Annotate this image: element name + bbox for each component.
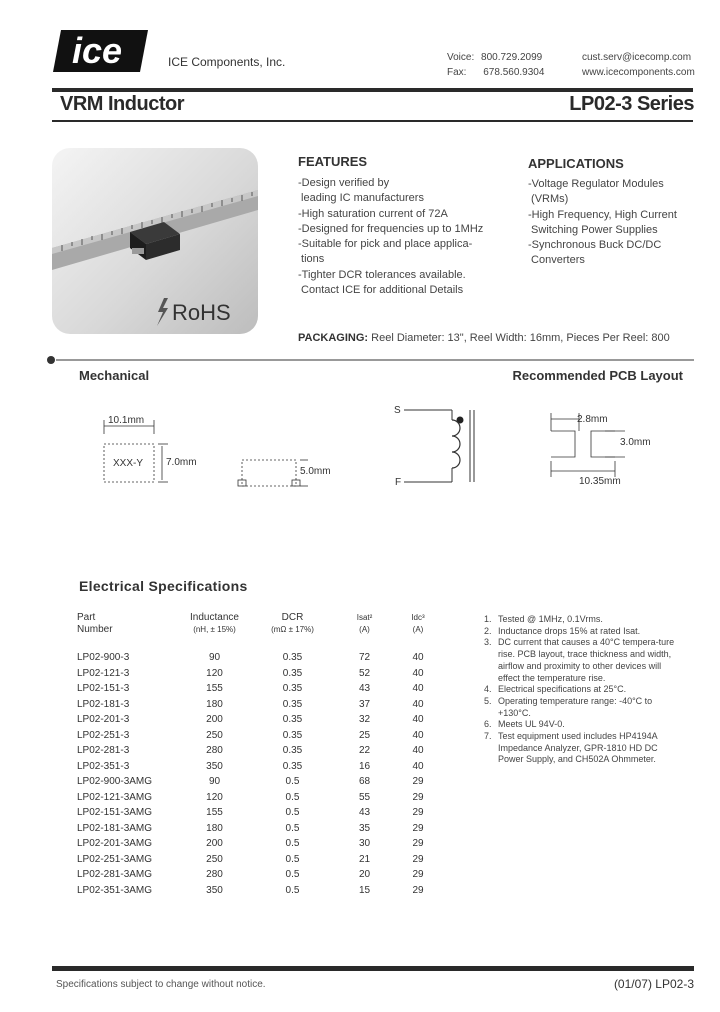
col-dcr-header (254, 612, 331, 650)
contact-web-block (582, 50, 695, 80)
width-dimension: 10.1mm (108, 415, 145, 426)
cell-dcr: 0.5 (285, 791, 300, 803)
applications-item: Converters (528, 254, 585, 267)
note-text: Electrical specifications at 25°C. (498, 684, 627, 695)
note-item (484, 719, 684, 731)
table-row (77, 743, 438, 759)
col-idc-label-1: Idc³ (411, 613, 425, 622)
table-row (77, 728, 438, 744)
pcb-heading: Recommended PCB Layout (512, 368, 683, 383)
part-marking: XXX-Y (113, 458, 144, 469)
series-title: LP02-3 Series (569, 93, 694, 115)
email-link[interactable]: cust.serv@icecomp.com (582, 52, 692, 63)
cell-idc: 29 (412, 822, 424, 834)
cell-dcr: 0.5 (285, 776, 300, 788)
table-row (77, 883, 438, 899)
cell-dcr: 0.35 (282, 760, 303, 772)
cell-isat: 72 (358, 652, 371, 664)
cell-idc: 40 (412, 683, 424, 695)
electrical-heading: Electrical Specifications (79, 578, 248, 594)
features-item: -Tighter DCR tolerances available. (298, 268, 466, 281)
cell-isat: 25 (358, 729, 371, 741)
cell-isat: 15 (358, 884, 371, 896)
applications-item: Switching Power Supplies (528, 223, 658, 236)
col-isat-label-2: (A) (359, 625, 370, 634)
table-row (77, 666, 438, 682)
cell-part: LP02-121-3AMG (77, 791, 153, 803)
packaging-label: PACKAGING: (298, 332, 369, 344)
note-number: 5. (484, 695, 492, 706)
cell-idc: 40 (412, 667, 424, 679)
note-item (484, 637, 684, 684)
note-number: 7. (484, 731, 492, 742)
cell-isat: 32 (358, 714, 371, 726)
product-title: VRM Inductor (60, 93, 184, 115)
pad-span-dimension: 10.35mm (579, 476, 621, 487)
voice-label: Voice: (447, 52, 475, 63)
cell-part: LP02-281-3 (77, 745, 130, 757)
note-number: 3. (484, 637, 492, 648)
applications-item: -High Frequency, High Current (528, 208, 677, 221)
table-header-row (77, 612, 438, 650)
table-row (77, 852, 438, 868)
cell-idc: 40 (412, 714, 424, 726)
cell-idc: 29 (412, 853, 424, 865)
cell-ind: 180 (206, 822, 223, 834)
cell-part: LP02-181-3AMG (77, 822, 153, 834)
col-ind-label-2: (nH, ± 15%) (193, 625, 236, 634)
cell-part: LP02-151-3 (77, 683, 130, 695)
contact-phone-block (447, 50, 544, 80)
features-item: -Design verified by (298, 177, 390, 189)
applications-heading: APPLICATIONS (528, 156, 624, 171)
table-row (77, 836, 438, 852)
cell-ind: 180 (206, 698, 223, 710)
note-text: Operating temperature range: -40°C to +130°C. (498, 695, 653, 718)
cell-part: LP02-351-3 (77, 760, 130, 772)
cell-idc: 40 (412, 652, 424, 664)
table-row (77, 805, 438, 821)
col-part-header (77, 612, 175, 650)
height-dimension: 5.0mm (300, 466, 331, 477)
cell-part: LP02-351-3AMG (77, 884, 153, 896)
col-isat-label-1: Isat² (356, 613, 373, 622)
cell-isat: 52 (358, 667, 371, 679)
cell-part: LP02-281-3AMG (77, 869, 153, 881)
section-divider (46, 352, 694, 362)
cell-dcr: 0.35 (282, 698, 303, 710)
pin-s-label: S (394, 405, 401, 416)
cell-ind: 280 (206, 745, 223, 757)
note-item (484, 626, 684, 638)
note-number: 1. (484, 614, 492, 624)
logo-graphic (53, 26, 148, 76)
table-row (77, 774, 438, 790)
applications-item: (VRMs) (528, 193, 569, 206)
cell-ind: 155 (206, 683, 223, 695)
cell-isat: 22 (358, 745, 371, 757)
note-number: 4. (484, 684, 492, 695)
note-item (484, 614, 684, 626)
pin-f-label: F (395, 477, 402, 488)
cell-ind: 200 (206, 838, 223, 850)
features-item: -Suitable for pick and place applica- (298, 238, 473, 251)
note-number: 2. (484, 625, 492, 636)
cell-dcr: 0.35 (282, 667, 303, 679)
rohs-label: RoHS (172, 300, 231, 325)
table-row (77, 867, 438, 883)
cell-isat: 43 (358, 807, 371, 819)
footer-code: (01/07) LP02-3 (613, 977, 694, 991)
cell-dcr: 0.5 (285, 838, 300, 850)
cell-dcr: 0.5 (285, 822, 300, 834)
cell-ind: 155 (206, 807, 223, 819)
cell-idc: 29 (412, 791, 424, 803)
table-body (77, 650, 438, 898)
fax-label: Fax: (447, 67, 467, 78)
note-text: DC current that causes a 40°C tempera-ture rise. PCB layout, trace thickness and width, airflow and proximity to other devices will effect the temperature rise. (498, 637, 675, 683)
cell-idc: 40 (412, 745, 424, 757)
cell-isat: 43 (358, 683, 371, 695)
cell-part: LP02-251-3 (77, 729, 130, 741)
cell-part: LP02-900-3AMG (77, 776, 153, 788)
cell-isat: 30 (358, 838, 371, 850)
cell-ind: 120 (206, 667, 223, 679)
col-inductance-header (175, 612, 254, 650)
cell-ind: 90 (208, 652, 221, 664)
cell-dcr: 0.5 (285, 869, 300, 881)
table-row (77, 821, 438, 837)
logo-text: ice (71, 30, 123, 71)
table-row (77, 697, 438, 713)
cell-part: LP02-201-3AMG (77, 838, 153, 850)
cell-ind: 350 (206, 760, 223, 772)
col-dcr-label-1: DCR (281, 612, 304, 623)
cell-isat: 55 (358, 791, 371, 803)
cell-dcr: 0.35 (282, 683, 303, 695)
spec-notes (484, 614, 684, 766)
packaging-text: Reel Diameter: 13", Reel Width: 16mm, Pieces Per Reel: 800 (371, 332, 670, 344)
cell-ind: 350 (206, 884, 223, 896)
note-item (484, 696, 684, 719)
cell-dcr: 0.35 (282, 714, 303, 726)
col-part-label-2: Number (77, 624, 113, 635)
features-item: -High saturation current of 72A (298, 207, 448, 220)
applications-item: -Synchronous Buck DC/DC (528, 239, 662, 252)
cell-ind: 250 (206, 853, 223, 865)
cell-part: LP02-251-3AMG (77, 853, 153, 865)
packaging-line (298, 332, 670, 344)
note-text: Inductance drops 15% at rated Isat. (498, 625, 641, 636)
ice-logo (53, 26, 148, 76)
cell-idc: 29 (412, 807, 424, 819)
cell-ind: 200 (206, 714, 223, 726)
cell-isat: 68 (358, 776, 371, 788)
cell-part: LP02-900-3 (77, 652, 130, 664)
product-photo (52, 148, 258, 334)
table-row (77, 712, 438, 728)
note-number: 6. (484, 719, 492, 730)
col-part-label-1: Part (77, 612, 96, 623)
table-row (77, 790, 438, 806)
voice-number[interactable]: 800.729.2099 (481, 52, 543, 63)
cell-idc: 29 (412, 776, 424, 788)
pad-width-dimension: 2.8mm (577, 414, 608, 425)
depth-dimension: 7.0mm (166, 457, 197, 468)
cell-isat: 21 (358, 853, 371, 865)
cell-part: LP02-151-3AMG (77, 807, 153, 819)
cell-dcr: 0.35 (282, 745, 303, 757)
pad-height-dimension: 3.0mm (620, 437, 651, 448)
footer-rule (52, 966, 694, 971)
mechanical-heading: Mechanical (79, 368, 150, 383)
cell-idc: 40 (412, 760, 424, 772)
col-ind-label-1: Inductance (190, 612, 239, 623)
cell-dcr: 0.5 (285, 807, 300, 819)
col-idc-header (398, 612, 438, 650)
note-text: Test equipment used includes HP4194A Impedance Analyzer, GPR-1810 HD DC Power Supply, and CH502A Ohmmeter. (498, 731, 658, 765)
cell-idc: 29 (412, 838, 424, 850)
cell-idc: 29 (412, 869, 424, 881)
cell-part: LP02-181-3 (77, 698, 130, 710)
cell-ind: 250 (206, 729, 223, 741)
note-text: Meets UL 94V-0. (498, 719, 565, 730)
cell-isat: 16 (358, 760, 371, 772)
fax-number: 678.560.9304 (483, 67, 545, 78)
col-isat-header (331, 612, 398, 650)
features-heading: FEATURES (298, 154, 368, 169)
cell-ind: 90 (208, 776, 221, 788)
features-item: -Designed for frequencies up to 1MHz (298, 222, 484, 235)
company-name: ICE Components, Inc. (168, 55, 286, 69)
features-item: leading IC manufacturers (298, 192, 424, 205)
cell-isat: 37 (358, 698, 371, 710)
website-link[interactable]: www.icecomponents.com (582, 67, 695, 78)
cell-idc: 29 (412, 884, 424, 896)
features-item: tions (298, 253, 325, 266)
col-idc-label-2: (A) (412, 625, 424, 634)
cell-part: LP02-201-3 (77, 714, 130, 726)
cell-dcr: 0.5 (285, 853, 300, 865)
cell-dcr: 0.5 (285, 884, 300, 896)
table-row (77, 650, 438, 666)
electrical-spec-table (77, 612, 438, 898)
note-text: Tested @ 1MHz, 0.1Vrms. (498, 614, 603, 624)
table-row (77, 759, 438, 775)
cell-ind: 120 (206, 791, 223, 803)
features-list (298, 176, 498, 298)
table-row (77, 681, 438, 697)
photo-illustration (52, 148, 258, 334)
features-item: Contact ICE for additional Details (298, 284, 464, 297)
cell-dcr: 0.35 (282, 729, 303, 741)
applications-list (528, 177, 698, 269)
cell-idc: 40 (412, 729, 424, 741)
note-item (484, 684, 684, 696)
col-dcr-label-2: (mΩ ± 17%) (271, 625, 314, 634)
cell-isat: 20 (358, 869, 371, 881)
cell-part: LP02-121-3 (77, 667, 130, 679)
cell-isat: 35 (358, 822, 371, 834)
cell-dcr: 0.35 (282, 652, 303, 664)
cell-idc: 40 (412, 698, 424, 710)
applications-item: -Voltage Regulator Modules (528, 178, 664, 190)
schematic-drawing (392, 404, 492, 494)
cell-ind: 280 (206, 869, 223, 881)
footer-disclaimer: Specifications subject to change without notice. (56, 979, 266, 990)
note-item (484, 731, 684, 766)
